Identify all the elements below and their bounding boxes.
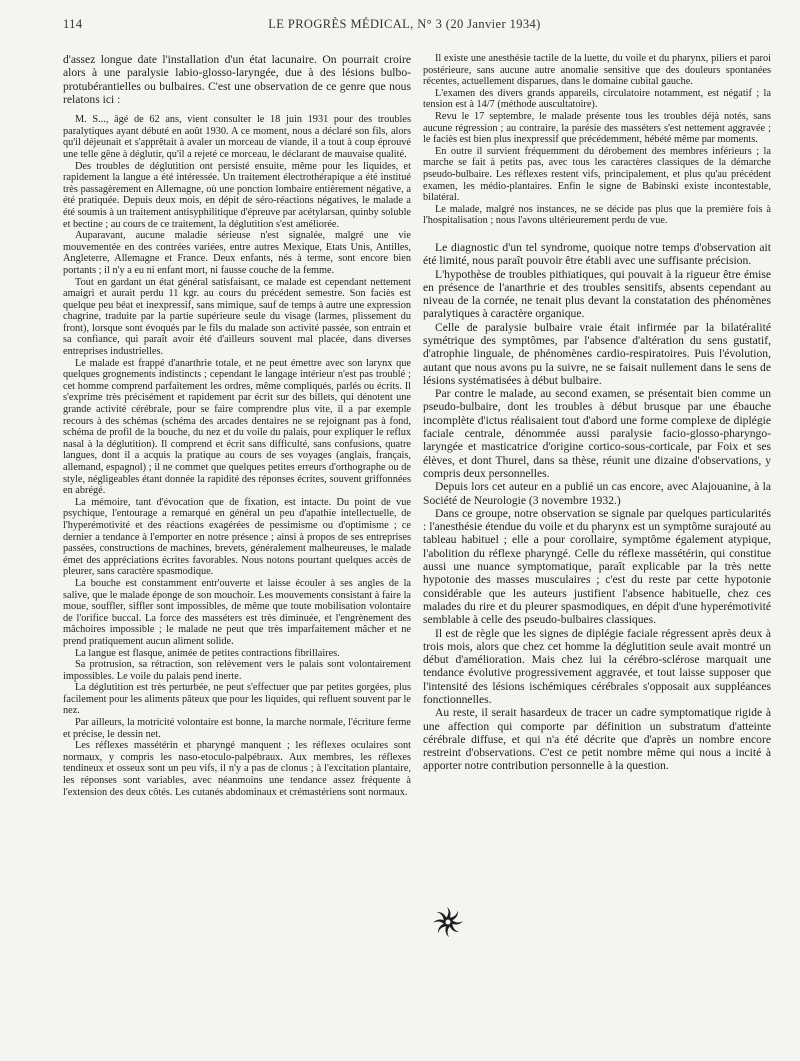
paragraph: L'examen des divers grands appareils, circulatoire notamment, est négatif ; la tension est à 14/7 (méthode auscultatoire).: [423, 87, 771, 111]
paragraph: Il existe une anesthésie tactile de la luette, du voile et du pharynx, piliers et paroi postérieure, sans aucune autre anomalie sensitive que des douleurs spontanées récentes, actuellement disparues, dans le domaine cubital gauche.: [423, 53, 771, 88]
paragraph: M. S..., âgé de 62 ans, vient consulter le 18 juin 1931 pour des troubles paralytiques ayant débuté en août 1930. A ce moment, nous a déclaré son fils, alors qu'il déjeunait et s'apprêtait à avaler un morceau de viande, il a tout à coup éprouvé une telle gêne à déglutir, qu'il a rejeté ce morceau, le déclarant de mauvaise qualité.: [63, 114, 411, 160]
paragraph: Tout en gardant un état général satisfaisant, ce malade est cependant nettement amaigri et aurait perdu 11 kgr. au cours du précédent semestre. Son faciès est quelque peu béat et inexpressif, sans mimique, sauf de temps à autre une expression chagrine, traduite par la partie supérieure seule du visage (larmes, plissement du front), lorsque sont évoqués par le fils du malade son activité passée, son entrain et sa confiance, qui paraît avoir été d'ailleurs souvent mal placée, dans diverses entreprises industrielles.: [63, 276, 411, 358]
paragraph: Au reste, il serait hasardeux de tracer un cadre symptomatique rigide à une affection qui comporte par définition un substratum d'atteinte cérébrale diffuse, et qui n'a été décrite que d'après un nombre encore restreint d'observations. C'est ce petit nombre même qui nous a incité à apporter notre contribution personnelle à la question.: [423, 706, 771, 773]
paragraph: Le malade est frappé d'anarthrie totale, et ne peut émettre avec son larynx que quelques grognements indistincts ; cependant le langage intérieur n'est pas troublé ; cet homme comprend parfaitement les ordres, même compliqués, parlés ou écrits. Il s'exprime très précisément et rapidement par écrit sur des billets, qui dénotent une grande activité cérébrale, pour se faire comprendre plus vite, il a par exemple recours à des schémas (schéma des arcades dentaires ne se rejoignant pas à fond, schéma de profil de la bouche, du nez et du voile du palais, pour expliquer le reflux nasal à la déglutition). Il comprend et écrit sans difficulté, sans confusions, quatre langues, dont il a acquis la pratique au cours de ses voyages (anglais, français, allemand, espagnol) ; il ne commet que quelques petites erreurs d'orthographe ou de style, négligeables étant donnée la rapidité des réponses écrites, souvent griffonnées en abrégé.: [63, 357, 411, 497]
paragraph: Par contre le malade, au second examen, se présentait bien comme un pseudo-bulbaire, dont les troubles à début brusque par une ébauche incomplète d'ictus réalisaient tout d'abord une forme complexe de diplégie faciale centrale, dénommée aussi paralysie facio-glosso-pharyngo-laryngée et masticatrice d'origine cortico-sous-corticale, par Foix et ses élèves, et dont Thurel, dans sa thèse, réunit une dizaine d'observations, y compris deux personnelles.: [423, 387, 771, 480]
paragraph: Des troubles de déglutition ont persisté ensuite, même pour les liquides, et rapidement la langue a été intéressée. Un traitement électrothérapique a été institué très passagèrement en Allemagne, où une ponction lombaire entièrement négative, a été pratiquée. Depuis deux mois, en dépit de séro-réactions négatives, le malade a été soumis à un traitement antisyphilitique d'épreuve par acétylarsan, quinby soluble et bectine ; au cours de ce traitement, la déglutition s'est améliorée.: [63, 160, 411, 230]
case-observation-continued: [423, 53, 771, 227]
left-column: [63, 53, 411, 798]
paragraph: Celle de paralysie bulbaire vraie était infirmée par la bilatéralité symétrique des symptômes, par l'absence d'altération du sens gustatif, d'atrophie linguale, de phénomènes cardio-respiratoires. Puis l'évolution, autant que nous avons pu la suivre, ne se faisait nullement dans le sens de lésions systématisées à début bulbaire.: [423, 320, 771, 387]
intro-text: [63, 53, 411, 106]
discussion-text: [423, 241, 771, 773]
paragraph: Le diagnostic d'un tel syndrome, quoique notre temps d'observation ait été limité, nous paraît pouvoir être établi avec une suffisante précision.: [423, 240, 771, 268]
paragraph: Les réflexes massétérin et pharyngé manquent ; les réflexes oculaires sont normaux, y compris les naso-etoculo-palpébraux. Aux membres, les réflexes tendineux et osseux sont un peu vifs, il n'y a pas de clonus ; à l'excitation plantaire, les réponses sont variables, avec néanmoins une tendance assez fréquente à l'extension des deux côtés. Les cutanés abdominaux et crémastériens sont normaux.: [63, 740, 411, 798]
paragraph: d'assez longue date l'installation d'un état lacunaire. On pourrait croire alors à une paralysie labio-glosso-laryngée, due à des lésions bulbo-protubérantielles ou bulbaires. C'est une observation de ce genre que nous relatons ici :: [63, 53, 411, 106]
paragraph: Depuis lors cet auteur en a publié un cas encore, avec Alajouanine, à la Société de Neurologie (3 novembre 1932.): [423, 480, 771, 507]
page-number: 114: [63, 17, 83, 31]
paragraph: Il est de règle que les signes de diplégie faciale régressent après deux à trois mois, alors que chez cet homme la déglutition seule avait montré un début d'amélioration. Mais chez lui la cérébro-sclérose marquait une tendance évolutive progressivement aggravée, et tout laisse supposer que l'intensité des lésions ischémiques cérébrales s'opposait aux suppléances fonctionnelles.: [423, 626, 771, 706]
running-title: LE PROGRÈS MÉDICAL, N° 3 (20 Janvier 1934): [268, 17, 541, 31]
paragraph: L'hypothèse de troubles pithiatiques, qui pouvait à la rigueur être émise en présence de l'anarthrie et des troubles sensitifs, absents cependant au niveau de la cornée, ne tenait plus devant la constatation des phénomènes paralytiques à caractère organique.: [423, 267, 771, 321]
paragraph: Dans ce groupe, notre observation se signale par quelques particularités : l'anesthésie étendue du voile et du pharynx est un symptôme surajouté au tableau habituel ; elle a pour corollaire, symptôme également atypique, l'abolition du réflexe pharyngé. Celle du réflexe massétérin, qui constitue aussi une nuance symptomatique, paraît explicable par la très nette hypotonie des masses musculaires ; c'est du reste par cette hypotonie considérable que les auteurs justifient l'absence habituelle, chez ces malades du rire et du pleurer spasmodiques, en dépit d'une hyperémotivité semblable à celle des pseudo-bulbaires classiques.: [423, 506, 771, 627]
paragraph: Le malade, malgré nos instances, ne se décide pas plus que la première fois à l'hospitalisation ; nous l'avons ultérieurement perdu de vue.: [423, 203, 771, 227]
paragraph: La langue est flasque, animée de petites contractions fibrillaires.: [75, 647, 340, 659]
paragraph: La bouche est constamment entr'ouverte et laisse écouler à ses angles de la salive, que le malade éponge de son mouchoir. Les mouvements consistant à faire la moue, souffler, siffler sont impossibles, de même que toute mobilisation volontaire de l'orifice buccal. La force des masséters est très diminuée, et l'engrènement des mâchoires impossible ; le malade ne peut que très imparfaitement mâcher et ne prend pratiquement aucun aliment solide.: [63, 577, 411, 647]
paragraph: La mémoire, tant d'évocation que de fixation, est intacte. Du point de vue psychique, l'entourage a remarqué en général un peu d'apathie intellectuelle, de l'hyperémotivité et des réactions exagérées de pessimisme ou d'optimisme ; ce dernier a tendance à l'emporter en notre présence ; ainsi à propos de ses entreprises passées, constructions de machines, brevets, généralement malheureuses, le malade émet des appréciations écrites favorables. Nous notons pourtant quelques accès de pleurer, sans caractère spasmodique.: [63, 496, 411, 578]
case-observation: [63, 114, 411, 798]
paragraph: Auparavant, aucune maladie sérieuse n'est signalée, malgré une vie mouvementée en des contrées variées, entre autres Mexique, Etats Unis, Antilles, Angleterre, Allemagne et France. Deux enfants, nés à terme, sont encore bien portants ; il n'y a eu ni enfant mort, ni fausse couche de la femme.: [63, 230, 411, 276]
pinwheel-ornament-icon: [431, 905, 465, 939]
paragraph: Sa protrusion, sa rétraction, son relèvement vers le palais sont volontairement impossibles. Le voile du palais pend inerte.: [63, 659, 411, 682]
paragraph: En outre il survient fréquemment du dérobement des membres inférieurs ; la marche se fait à petits pas, avec tous les caractères classiques de la démarche pseudo-bulbaire. Les réflexes restent vifs, principalement, et plus qu'au précédent examen, les médio-plantaires. Enfin le signe de Babinski existe incontestable, bilatéral.: [423, 145, 771, 204]
paragraph: Par ailleurs, la motricité volontaire est bonne, la marche normale, l'écriture ferme et précise, le dessin net.: [63, 717, 411, 740]
paragraph: Revu le 17 septembre, le malade présente tous les troubles déjà notés, sans aucune régression ; au contraire, la parésie des masséters s'est nettement aggravée ; le faciès est bien plus inexpressif que précédemment, hébété même par moments.: [423, 110, 771, 146]
right-column: [423, 53, 771, 773]
paragraph: La déglutition est très perturbée, ne peut s'effectuer que par petites gorgées, plus facilement pour les aliments pâteux que pour les liquides, qui refluent souvent par le nez.: [63, 682, 411, 717]
